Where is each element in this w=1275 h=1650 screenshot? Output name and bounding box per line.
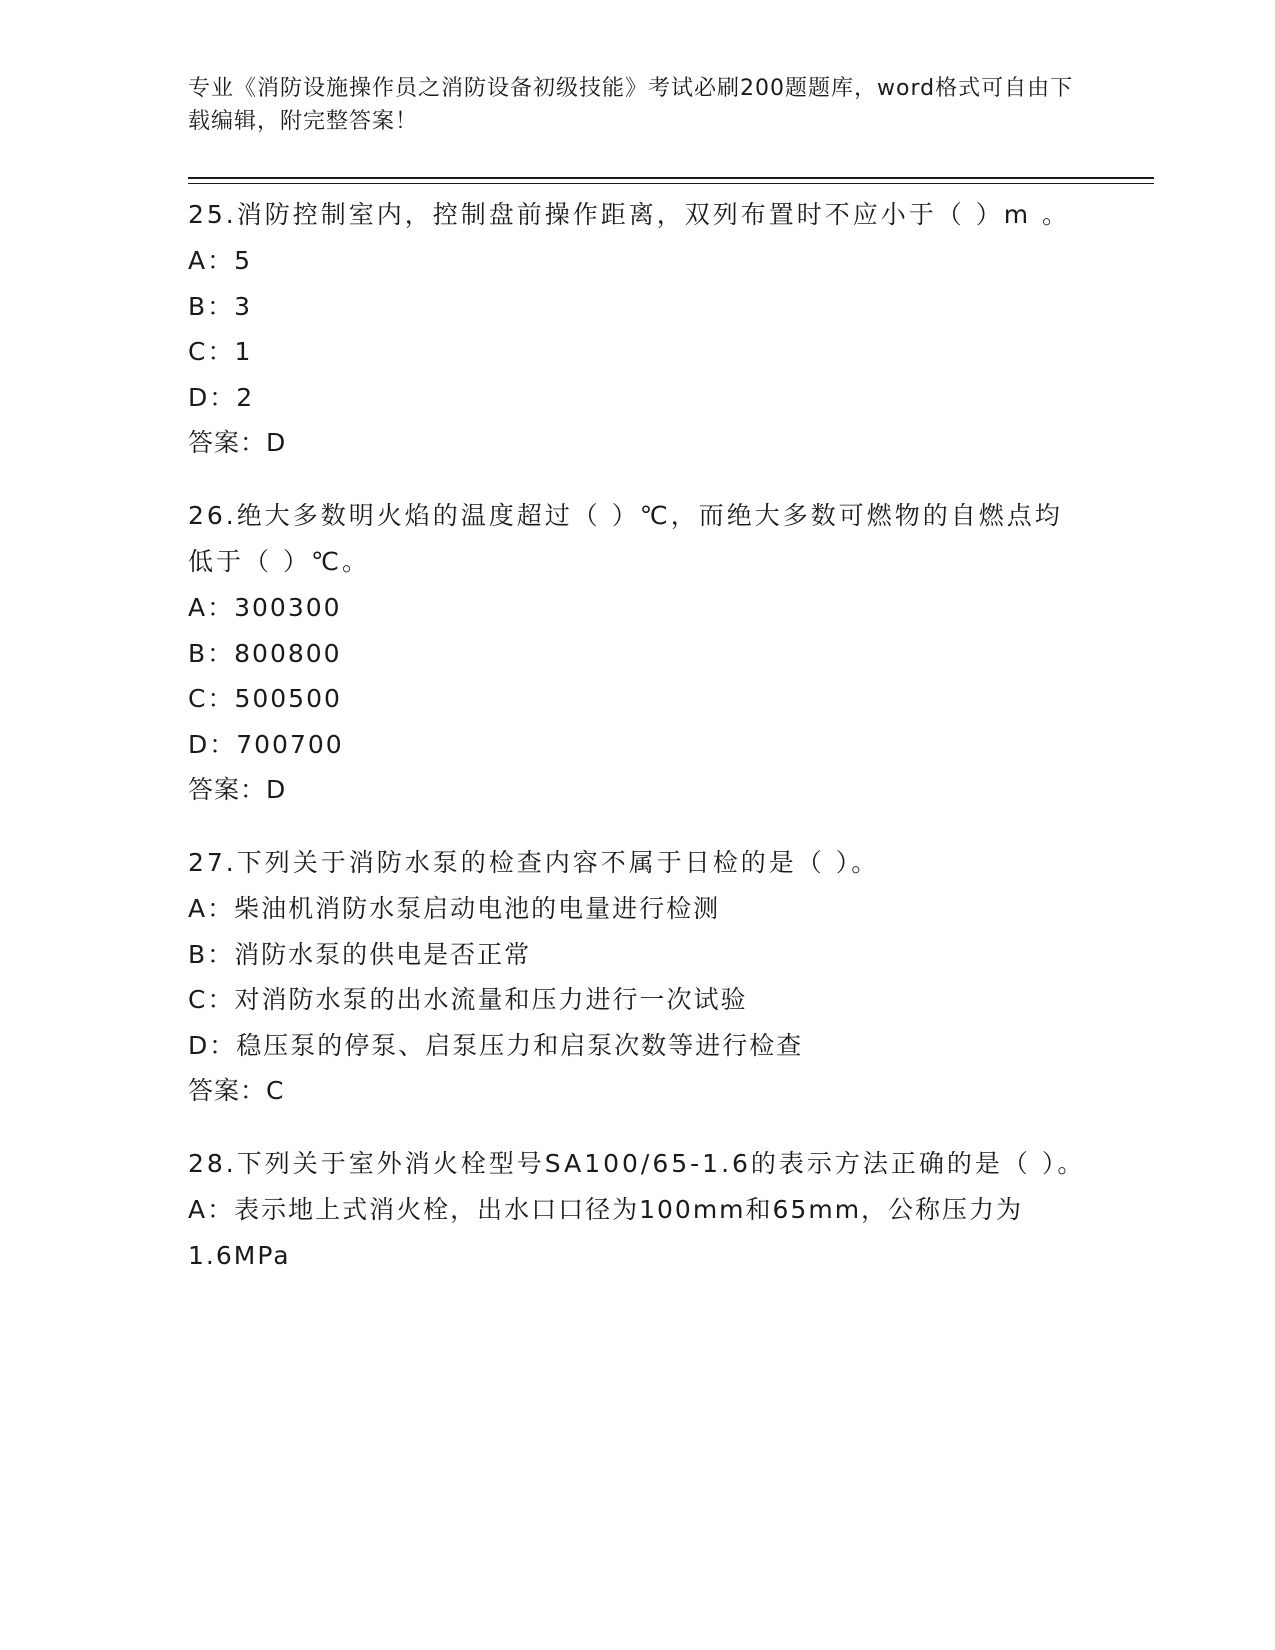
option-c: C：1 — [188, 337, 253, 366]
question-26 — [188, 491, 1088, 812]
question-28 — [188, 1139, 1088, 1278]
option-b: B：消防水泵的供电是否正常 — [188, 939, 532, 969]
question-stem: 26.绝大多数明火焰的温度超过（ ）℃，而绝大多数可燃物的自燃点均低于（ ）℃。 — [188, 501, 1063, 576]
question-list — [188, 190, 1088, 1304]
question-27 — [188, 838, 1088, 1113]
question-stem: 25.消防控制室内，控制盘前操作距离，双列布置时不应小于（ ）m 。 — [188, 200, 1071, 229]
question-stem: 28.下列关于室外消火栓型号SA100/65-1.6的表示方法正确的是（ ）。 — [188, 1149, 1086, 1178]
header-divider-thin — [188, 183, 1154, 184]
header-divider-thick — [188, 177, 1154, 179]
option-d: D：稳压泵的停泵、启泵压力和启泵次数等进行检查 — [188, 1030, 804, 1060]
option-a: A：300300 — [188, 593, 342, 622]
option-a: A：5 — [188, 246, 253, 275]
answer-line: 答案：C — [188, 1076, 285, 1105]
option-a: A：柴油机消防水泵启动电池的电量进行检测 — [188, 894, 721, 923]
option-c: C：500500 — [188, 684, 342, 713]
option-a: A：表示地上式消火栓，出水口口径为100mm和65mm，公称压力为1.6MPa — [188, 1195, 1024, 1270]
option-d: D：2 — [188, 382, 255, 412]
question-25 — [188, 190, 1088, 465]
question-stem: 27.下列关于消防水泵的检查内容不属于日检的是（ ）。 — [188, 848, 880, 877]
option-d: D：700700 — [188, 729, 344, 759]
option-b: B：800800 — [188, 638, 342, 668]
document-header: 专业《消防设施操作员之消防设备初级技能》考试必刷200题题库，word格式可自由下载编辑，附完整答案！ — [188, 76, 1074, 134]
option-b: B：3 — [188, 291, 253, 321]
option-c: C：对消防水泵的出水流量和压力进行一次试验 — [188, 985, 748, 1014]
answer-line: 答案：D — [188, 775, 287, 804]
answer-line: 答案：D — [188, 428, 287, 457]
